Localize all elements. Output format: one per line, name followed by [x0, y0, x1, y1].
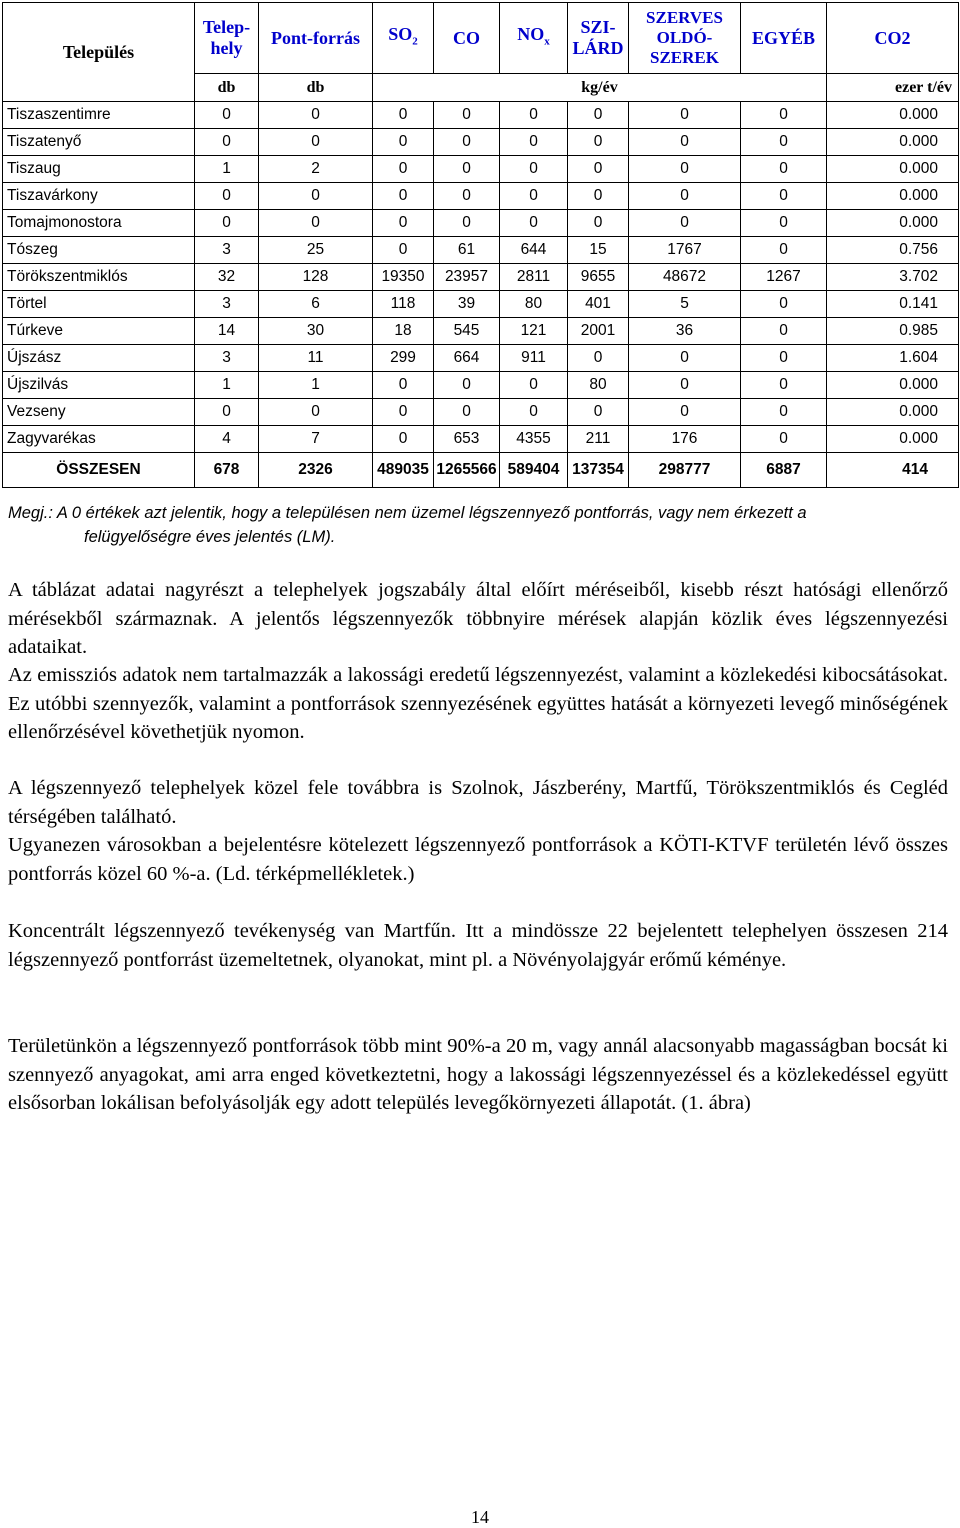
table-cell: 0	[373, 183, 434, 210]
table-cell: 1767	[629, 237, 741, 264]
table-cell: 0.000	[827, 372, 959, 399]
table-cell: 32	[195, 264, 259, 291]
note-text-1: : A 0 értékek azt jelentik, hogy a településen nem üzemel légszennyező pontforrás, vagy nem érkezett a	[48, 504, 807, 522]
header-telephely: Telep- hely	[195, 3, 259, 74]
table-cell: 0	[259, 129, 373, 156]
table-cell: 128	[259, 264, 373, 291]
table-cell: 0	[629, 102, 741, 129]
table-cell: 0	[568, 129, 629, 156]
paragraph-5: Koncentrált légszennyező tevékenység van Martfűn. Itt a mindössze 22 bejelentett telephelyen összesen 214 légszennyező pontforrást üzemeltetnek, olyanokat, mint pl. a Növényolajgyár erőmű kéménye.	[8, 920, 948, 971]
table-cell: 0	[568, 345, 629, 372]
table-cell: 664	[434, 345, 500, 372]
table-cell: 0	[195, 102, 259, 129]
table-cell: 2	[259, 156, 373, 183]
table-cell: 0	[434, 129, 500, 156]
table-cell: 3	[195, 237, 259, 264]
total-cell: 2326	[259, 453, 373, 488]
table-cell: 0	[741, 129, 827, 156]
table-row	[3, 318, 959, 345]
table-cell: 0	[434, 210, 500, 237]
total-cell: 678	[195, 453, 259, 488]
table-cell: 0.141	[827, 291, 959, 318]
table-cell: 0	[741, 372, 827, 399]
table-cell: 18	[373, 318, 434, 345]
note-text-2: felügyelőségre éves jelentés (LM).	[84, 528, 336, 546]
table-cell: 0.000	[827, 399, 959, 426]
header-pontforras: Pont-forrás	[259, 3, 373, 74]
table-cell: 1267	[741, 264, 827, 291]
table-cell: 0	[629, 399, 741, 426]
table-cell: 0	[500, 183, 568, 210]
total-cell: 6887	[741, 453, 827, 488]
table-cell: 0	[373, 156, 434, 183]
table-cell: 0	[259, 210, 373, 237]
header-co2: CO2	[827, 3, 959, 74]
header-row	[3, 3, 959, 74]
table-cell: 644	[500, 237, 568, 264]
header-nox: $NO_x$	[500, 3, 568, 74]
table-cell: 0.756	[827, 237, 959, 264]
table-cell: 14	[195, 318, 259, 345]
table-cell: 0	[568, 183, 629, 210]
header-egyeb: EGYÉB	[741, 3, 827, 74]
table-cell: 1.604	[827, 345, 959, 372]
table-cell: 0	[373, 102, 434, 129]
unit-db-telephely: db	[195, 74, 259, 102]
table-cell: 0	[500, 102, 568, 129]
table-row	[3, 345, 959, 372]
table-cell: 0	[568, 399, 629, 426]
table-body	[3, 102, 959, 488]
row-settlement-name: Újszász	[3, 345, 195, 372]
table-cell: 0	[741, 345, 827, 372]
table-cell: 1	[195, 156, 259, 183]
table-row	[3, 426, 959, 453]
table-row	[3, 237, 959, 264]
table-cell: 0	[434, 102, 500, 129]
row-settlement-name: Tiszaug	[3, 156, 195, 183]
table-cell: 0	[195, 210, 259, 237]
table-row	[3, 129, 959, 156]
total-cell: 298777	[629, 453, 741, 488]
paragraph-2: Az emissziós adatok nem tartalmazzák a lakossági eredetű légszennyezést, valamint a közlekedési kibocsátásokat. Ez utóbbi szennyezők, valamint a pontforrások szennyezésének együttes hatását a környezeti levegő minőségének ellenőrzésével követhetjük nyomon.	[8, 664, 948, 743]
table-cell: 0	[568, 102, 629, 129]
table-row	[3, 183, 959, 210]
table-cell: 80	[568, 372, 629, 399]
table-row	[3, 372, 959, 399]
table-row	[3, 102, 959, 129]
table-cell: 0	[434, 183, 500, 210]
row-settlement-name: Újszilvás	[3, 372, 195, 399]
table-cell: 0	[568, 210, 629, 237]
header-co: CO	[434, 3, 500, 74]
table-cell: 2001	[568, 318, 629, 345]
table-cell: 0.000	[827, 102, 959, 129]
table-cell: 6	[259, 291, 373, 318]
table-cell: 0	[500, 129, 568, 156]
paragraph-3: A légszennyező telephelyek közel fele továbbra is Szolnok, Jászberény, Martfű, Törökszentmiklós és Cegléd térségében található.	[8, 777, 948, 828]
table-cell: 80	[500, 291, 568, 318]
table-cell: 0	[373, 399, 434, 426]
table-cell: 61	[434, 237, 500, 264]
table-cell: 0	[741, 318, 827, 345]
table-cell: 4	[195, 426, 259, 453]
table-cell: 299	[373, 345, 434, 372]
table-cell: 0	[500, 399, 568, 426]
unit-db-pontforras: db	[259, 74, 373, 102]
table-cell: 0	[195, 399, 259, 426]
total-cell: 1265566	[434, 453, 500, 488]
row-settlement-name: Tiszavárkony	[3, 183, 195, 210]
table-cell: 0	[741, 426, 827, 453]
table-cell: 11	[259, 345, 373, 372]
table-cell: 0	[373, 426, 434, 453]
table-note	[8, 501, 948, 549]
total-label: ÖSSZESEN	[3, 453, 195, 488]
table-cell: 211	[568, 426, 629, 453]
table-cell: 3.702	[827, 264, 959, 291]
table-cell: 911	[500, 345, 568, 372]
table-cell: 0	[373, 210, 434, 237]
row-settlement-name: Tiszaszentimre	[3, 102, 195, 129]
row-settlement-name: Tiszatenyő	[3, 129, 195, 156]
table-cell: 0	[500, 156, 568, 183]
table-cell: 0	[741, 210, 827, 237]
table-cell: 0	[259, 399, 373, 426]
total-cell: 489035	[373, 453, 434, 488]
table-cell: 0	[741, 399, 827, 426]
table-cell: 0	[568, 156, 629, 183]
row-settlement-name: Törökszentmiklós	[3, 264, 195, 291]
table-cell: 30	[259, 318, 373, 345]
table-cell: 0	[373, 237, 434, 264]
table-cell: 1	[195, 372, 259, 399]
table-cell: 0	[500, 210, 568, 237]
table-cell: 0	[195, 129, 259, 156]
table-cell: 176	[629, 426, 741, 453]
total-cell: 137354	[568, 453, 629, 488]
table-cell: 0	[195, 183, 259, 210]
table-cell: 2811	[500, 264, 568, 291]
table-cell: 0	[373, 372, 434, 399]
table-row	[3, 291, 959, 318]
table-cell: 121	[500, 318, 568, 345]
row-settlement-name: Túrkeve	[3, 318, 195, 345]
table-cell: 0	[259, 183, 373, 210]
table-cell: 23957	[434, 264, 500, 291]
unit-kg-ev: kg/év	[373, 74, 827, 102]
table-cell: 19350	[373, 264, 434, 291]
table-cell: 401	[568, 291, 629, 318]
table-cell: 0	[373, 129, 434, 156]
paragraph-6: Területünkön a légszennyező pontforrások több mint 90%-a 20 m, vagy annál alacsonyabb magasságban bocsát ki szennyező anyagokat, ami arra enged következtetni, hogy a lakossági légszennyezéssel és a közlekedéssel együtt elsősorban lokálisan befolyásolják egy adott település levegőkörnyezeti állapotát. (1. ábra)	[8, 1035, 948, 1114]
table-cell: 7	[259, 426, 373, 453]
table-cell: 0	[629, 156, 741, 183]
table-cell: 36	[629, 318, 741, 345]
table-cell: 25	[259, 237, 373, 264]
table-cell: 5	[629, 291, 741, 318]
table-cell: 545	[434, 318, 500, 345]
table-cell: 0.000	[827, 129, 959, 156]
table-cell: 118	[373, 291, 434, 318]
total-row	[3, 453, 959, 488]
table-cell: 0.000	[827, 426, 959, 453]
row-settlement-name: Zagyvarékas	[3, 426, 195, 453]
paragraph-1: A táblázat adatai nagyrészt a telephelyek jogszabály által előírt méréseiből, kisebb részt hatósági ellenőrző mérésekből származnak. A jelentős légszennyezők többnyire mérések alapján közlik éves légszennyezési adataikat.	[8, 579, 948, 658]
row-settlement-name: Tomajmonostora	[3, 210, 195, 237]
table-cell: 0	[629, 129, 741, 156]
header-so2: $SO_2$	[373, 3, 434, 74]
table-row	[3, 399, 959, 426]
emission-table	[2, 2, 959, 488]
header-szerves-oldoszerek: SZERVES OLDÓ- SZEREK	[629, 3, 741, 74]
table-cell: 0	[741, 102, 827, 129]
table-cell: 0	[741, 291, 827, 318]
table-cell: 653	[434, 426, 500, 453]
table-cell: 0	[629, 183, 741, 210]
table-row	[3, 264, 959, 291]
table-cell: 0	[741, 183, 827, 210]
paragraph-4: Ugyanezen városokban a bejelentésre kötelezett légszennyező pontforrások a KÖTI-KTVF területén lévő összes pontforrás közel 60 %-a. (Ld. térképmellékletek.)	[8, 834, 948, 885]
table-cell: 0.000	[827, 183, 959, 210]
row-settlement-name: Törtel	[3, 291, 195, 318]
table-row	[3, 156, 959, 183]
table-cell: 3	[195, 291, 259, 318]
table-cell: 0.000	[827, 210, 959, 237]
table-cell: 0.000	[827, 156, 959, 183]
table-cell: 0.985	[827, 318, 959, 345]
unit-ezer-t-ev: ezer t/év	[827, 74, 959, 102]
table-cell: 0	[741, 156, 827, 183]
table-cell: 48672	[629, 264, 741, 291]
table-cell: 0	[629, 210, 741, 237]
table-cell: 4355	[500, 426, 568, 453]
table-cell: 0	[434, 156, 500, 183]
table-cell: 0	[259, 102, 373, 129]
table-cell: 0	[500, 372, 568, 399]
table-cell: 0	[741, 237, 827, 264]
table-cell: 39	[434, 291, 500, 318]
table-cell: 0	[629, 345, 741, 372]
table-row	[3, 210, 959, 237]
total-cell: 589404	[500, 453, 568, 488]
row-settlement-name: Tószeg	[3, 237, 195, 264]
note-label: Megj.	[8, 504, 49, 522]
table-cell: 0	[434, 372, 500, 399]
table-cell: 9655	[568, 264, 629, 291]
table-cell: 0	[434, 399, 500, 426]
table-cell: 15	[568, 237, 629, 264]
table-cell: 0	[629, 372, 741, 399]
total-cell: 414	[827, 453, 959, 488]
table-cell: 1	[259, 372, 373, 399]
header-telepules: Település	[3, 3, 195, 102]
page-number: 14	[471, 1507, 489, 1527]
table-cell: 3	[195, 345, 259, 372]
header-szilard: SZI- LÁRD	[568, 3, 629, 74]
row-settlement-name: Vezseny	[3, 399, 195, 426]
